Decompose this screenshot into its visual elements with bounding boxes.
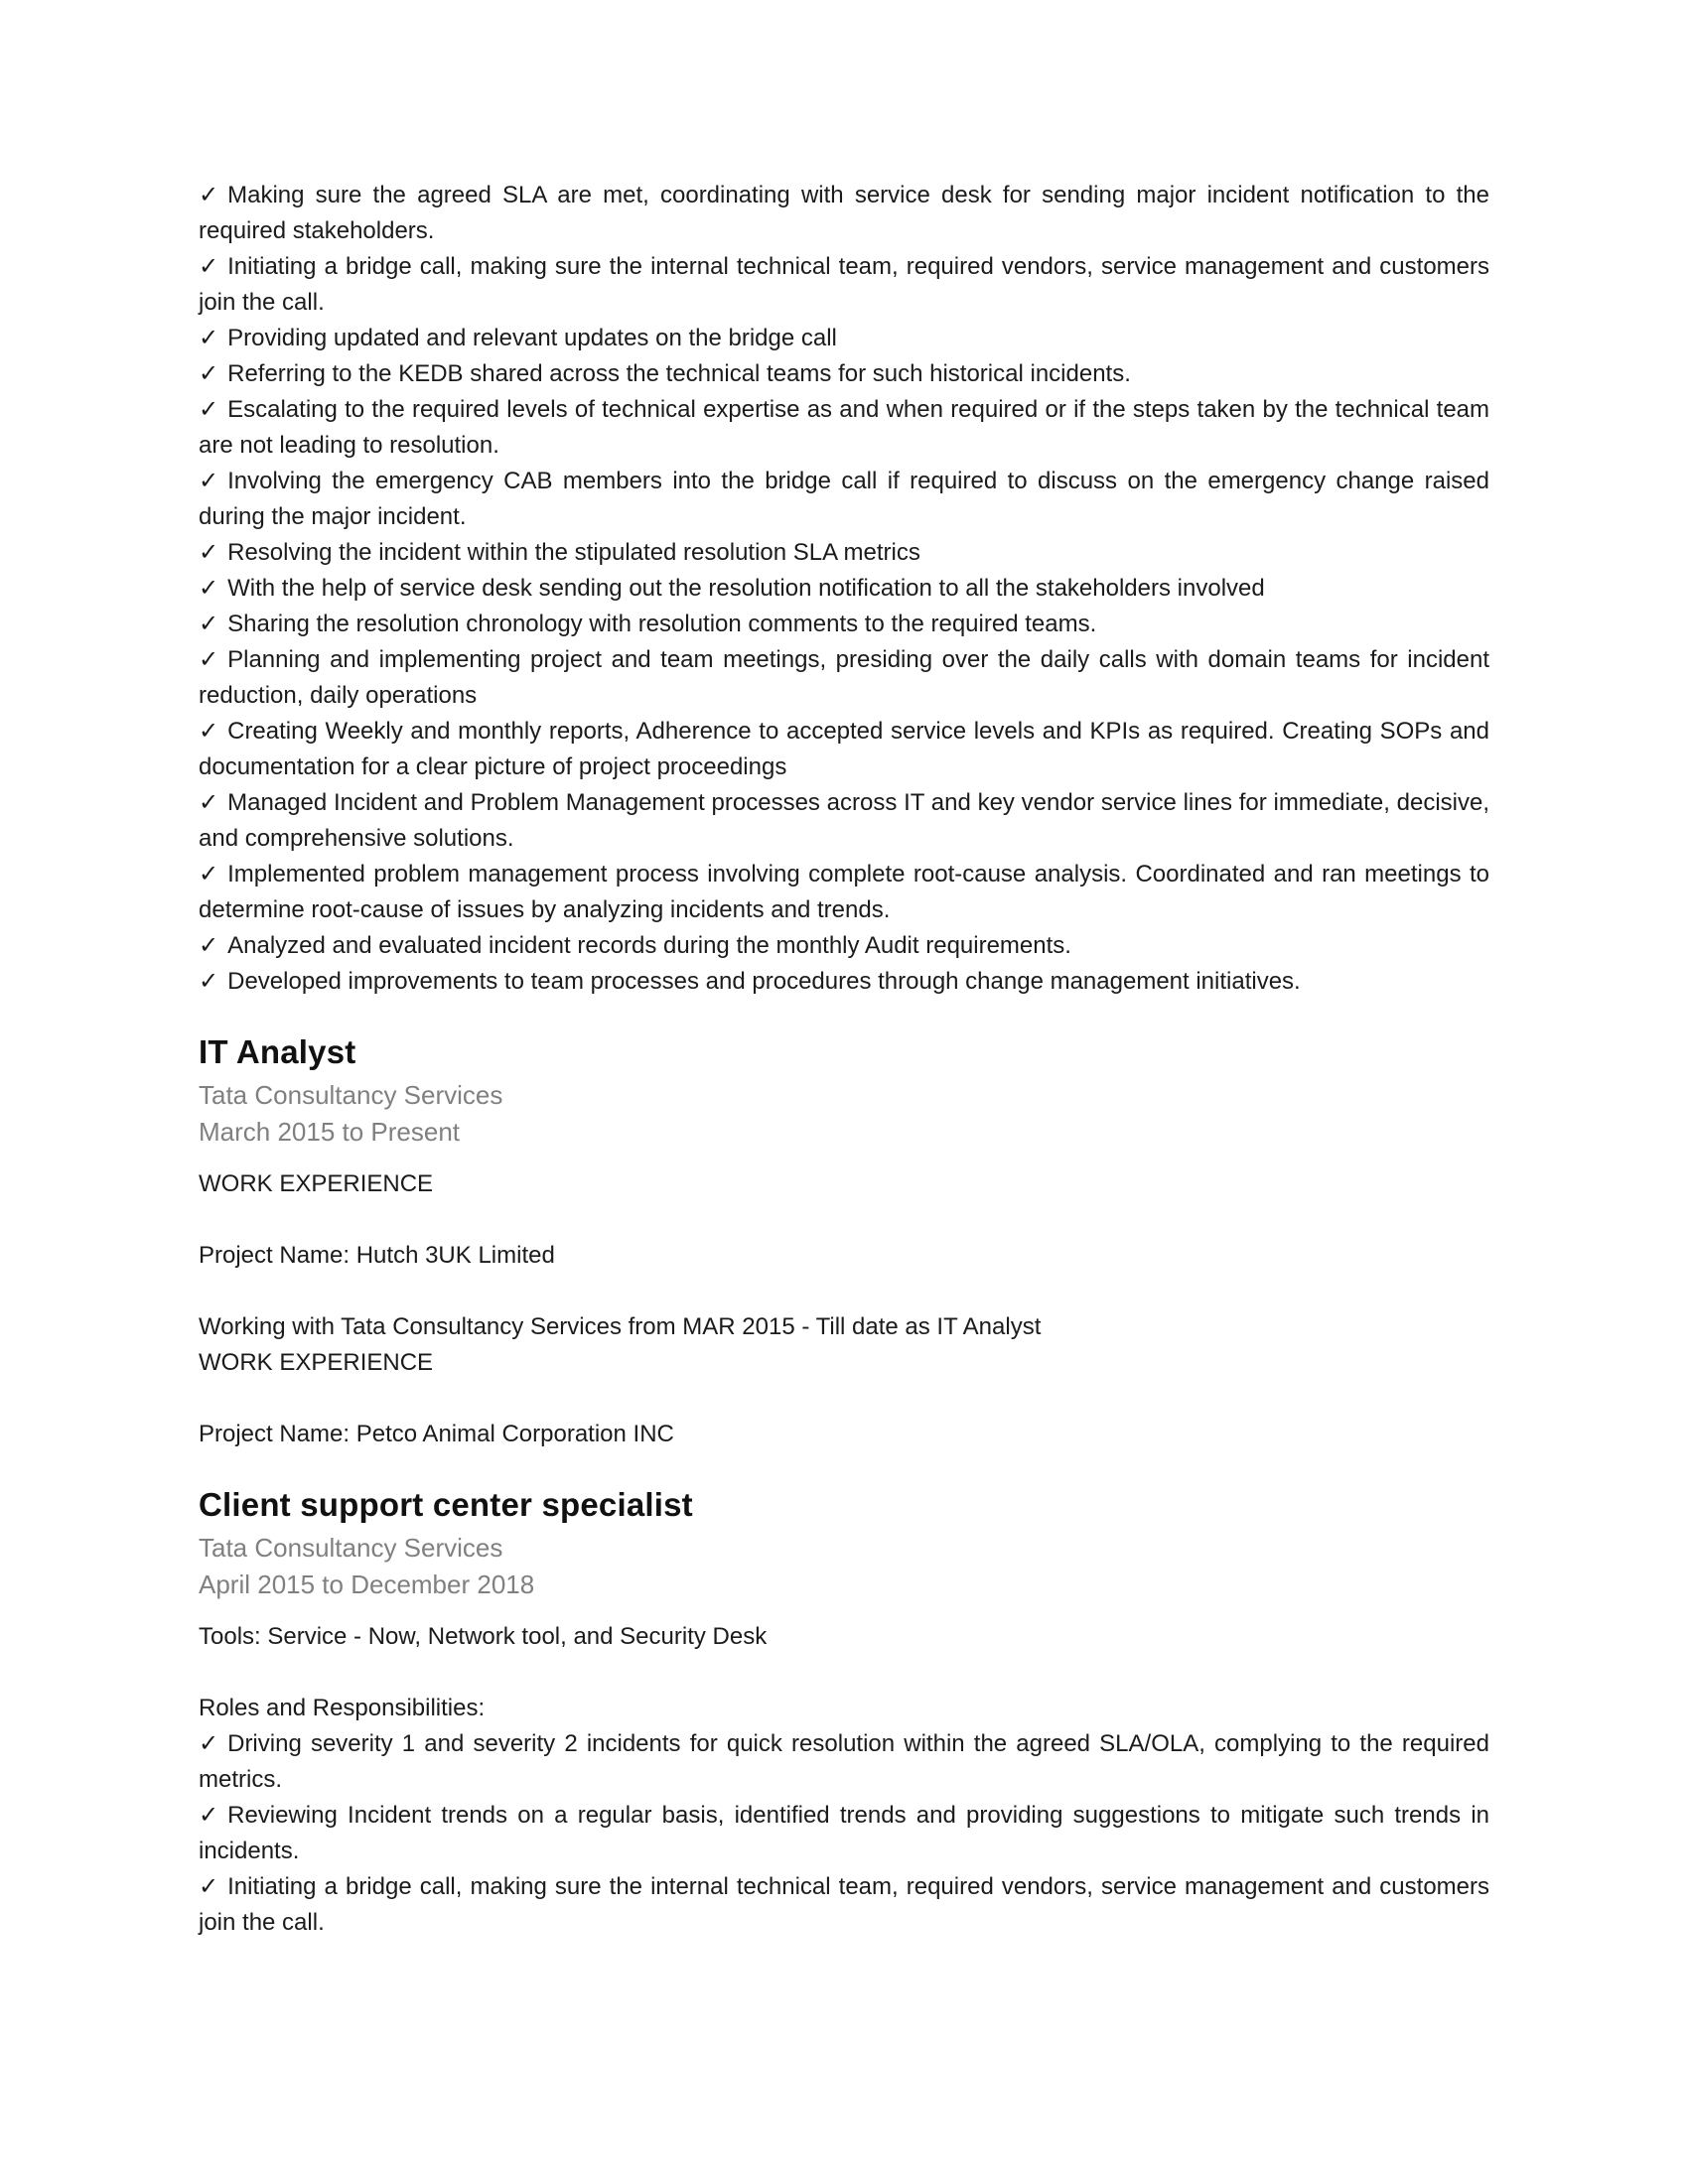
bullet-item bbox=[199, 464, 1489, 535]
checkmark-icon: ✓ bbox=[199, 646, 219, 673]
bullet-text: Reviewing Incident trends on a regular basis, identified trends and providing suggestions to mitigate such trends in incidents. bbox=[199, 1802, 1489, 1864]
bullet-text: Providing updated and relevant updates on the bridge call bbox=[227, 325, 837, 351]
checkmark-icon: ✓ bbox=[199, 718, 219, 745]
roles-responsibilities-heading: Roles and Responsibilities: bbox=[199, 1695, 486, 1721]
bullet-item bbox=[199, 535, 1489, 571]
bullet-item bbox=[199, 714, 1489, 785]
bullet-item bbox=[199, 178, 1489, 249]
bullet-item bbox=[199, 1726, 1489, 1798]
bullet-text: Developed improvements to team processes and procedures through change management initiatives. bbox=[227, 968, 1301, 995]
checkmark-icon: ✓ bbox=[199, 396, 219, 423]
bullet-text: Creating Weekly and monthly reports, Adherence to accepted service levels and KPIs as required. Creating SOPs and documentation for a clear picture of project proceedings bbox=[199, 718, 1489, 780]
project-name-line: Project Name: Hutch 3UK Limited bbox=[199, 1242, 555, 1269]
checkmark-icon: ✓ bbox=[199, 253, 219, 280]
responsibilities-list-top bbox=[199, 178, 1489, 1000]
bullet-item bbox=[199, 571, 1489, 607]
checkmark-icon: ✓ bbox=[199, 611, 219, 637]
bullet-text: Initiating a bridge call, making sure the internal technical team, required vendors, service management and customers join the call. bbox=[199, 1873, 1489, 1936]
employment-dates: March 2015 to Present bbox=[199, 1117, 461, 1147]
bullet-item bbox=[199, 356, 1489, 392]
project-name-line: Project Name: Petco Animal Corporation INC bbox=[199, 1421, 674, 1447]
bullet-item bbox=[199, 785, 1489, 857]
checkmark-icon: ✓ bbox=[199, 1730, 219, 1757]
bullet-text: Managed Incident and Problem Management processes across IT and key vendor service lines for immediate, decisive, and comprehensive solutions. bbox=[199, 789, 1489, 852]
bullet-item bbox=[199, 642, 1489, 714]
section-client-support-specialist bbox=[199, 1484, 1489, 1941]
bullet-item bbox=[199, 964, 1489, 1000]
bullet-item bbox=[199, 1798, 1489, 1869]
tools-line: Tools: Service - Now, Network tool, and Security Desk bbox=[199, 1623, 768, 1650]
section-it-analyst bbox=[199, 1031, 1489, 1452]
bullet-text: Making sure the agreed SLA are met, coordinating with service desk for sending major incident notification to the required stakeholders. bbox=[199, 182, 1489, 244]
bullet-text: Analyzed and evaluated incident records during the monthly Audit requirements. bbox=[227, 932, 1071, 959]
bullet-text: Initiating a bridge call, making sure the internal technical team, required vendors, service management and customers join the call. bbox=[199, 253, 1489, 316]
bullet-text: Implemented problem management process involving complete root-cause analysis. Coordinated and ran meetings to determine root-cause of issues by analyzing incidents and trends. bbox=[199, 861, 1489, 923]
job-title-it-analyst: IT Analyst bbox=[199, 1033, 356, 1070]
work-experience-label: WORK EXPERIENCE bbox=[199, 1170, 434, 1197]
checkmark-icon: ✓ bbox=[199, 360, 219, 387]
bullet-item bbox=[199, 392, 1489, 464]
bullet-text: With the help of service desk sending out the resolution notification to all the stakeholders involved bbox=[227, 575, 1265, 602]
company-name: Tata Consultancy Services bbox=[199, 1533, 503, 1563]
checkmark-icon: ✓ bbox=[199, 968, 219, 995]
checkmark-icon: ✓ bbox=[199, 932, 219, 959]
checkmark-icon: ✓ bbox=[199, 789, 219, 816]
bullet-text: Referring to the KEDB shared across the technical teams for such historical incidents. bbox=[227, 360, 1131, 387]
checkmark-icon: ✓ bbox=[199, 1873, 219, 1900]
bullet-item bbox=[199, 928, 1489, 964]
checkmark-icon: ✓ bbox=[199, 1802, 219, 1829]
working-with-line: Working with Tata Consultancy Services from MAR 2015 - Till date as IT Analyst bbox=[199, 1313, 1042, 1340]
bullet-text: Driving severity 1 and severity 2 incidents for quick resolution within the agreed SLA/OLA, complying to the required metrics. bbox=[199, 1730, 1489, 1793]
bullet-text: Planning and implementing project and team meetings, presiding over the daily calls with domain teams for incident reduction, daily operations bbox=[199, 646, 1489, 709]
employment-dates: April 2015 to December 2018 bbox=[199, 1570, 535, 1599]
checkmark-icon: ✓ bbox=[199, 861, 219, 887]
checkmark-icon: ✓ bbox=[199, 182, 219, 208]
bullet-item bbox=[199, 249, 1489, 321]
company-name: Tata Consultancy Services bbox=[199, 1080, 503, 1110]
bullet-text: Involving the emergency CAB members into the bridge call if required to discuss on the emergency change raised during the major incident. bbox=[199, 468, 1489, 530]
bullet-text: Escalating to the required levels of technical expertise as and when required or if the steps taken by the technical team are not leading to resolution. bbox=[199, 396, 1489, 459]
job-title-client-support-specialist: Client support center specialist bbox=[199, 1486, 693, 1523]
work-experience-label: WORK EXPERIENCE bbox=[199, 1349, 434, 1376]
bullet-item bbox=[199, 321, 1489, 356]
bullet-text: Resolving the incident within the stipulated resolution SLA metrics bbox=[227, 539, 920, 566]
bullet-item bbox=[199, 857, 1489, 928]
bullet-item bbox=[199, 607, 1489, 642]
checkmark-icon: ✓ bbox=[199, 325, 219, 351]
bullet-item bbox=[199, 1869, 1489, 1941]
checkmark-icon: ✓ bbox=[199, 575, 219, 602]
bullet-text: Sharing the resolution chronology with resolution comments to the required teams. bbox=[227, 611, 1097, 637]
checkmark-icon: ✓ bbox=[199, 539, 219, 566]
checkmark-icon: ✓ bbox=[199, 468, 219, 494]
